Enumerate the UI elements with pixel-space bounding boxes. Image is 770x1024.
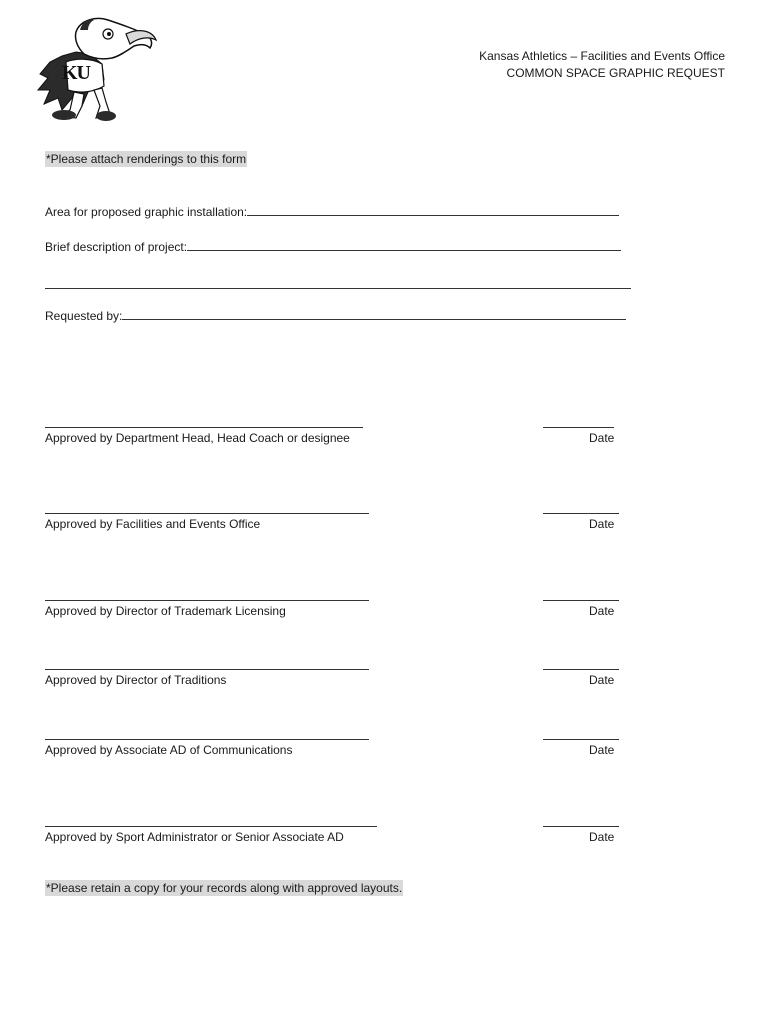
attach-note-text: *Please attach renderings to this form <box>46 152 247 166</box>
date-label: Date <box>589 830 615 844</box>
date-line[interactable] <box>543 826 619 827</box>
retain-note <box>45 881 403 895</box>
header-office: Kansas Athletics – Facilities and Events Office <box>479 49 725 63</box>
jayhawk-logo-icon <box>36 14 158 124</box>
approval-label: Approved by Director of Trademark Licensing <box>45 604 286 618</box>
description-input-line[interactable] <box>187 240 621 251</box>
description-field[interactable] <box>45 240 621 254</box>
area-label: Area for proposed graphic installation: <box>45 205 248 219</box>
signature-line[interactable] <box>45 826 377 827</box>
requested-by-field[interactable] <box>45 309 626 323</box>
date-label: Date <box>589 673 615 687</box>
area-input-line[interactable] <box>247 205 619 216</box>
date-label: Date <box>589 431 615 445</box>
approval-label: Approved by Sport Administrator or Senior Associate AD <box>45 830 344 844</box>
date-label: Date <box>589 604 615 618</box>
approval-label: Approved by Department Head, Head Coach or designee <box>45 431 350 445</box>
date-line[interactable] <box>543 739 619 740</box>
date-label: Date <box>589 743 615 757</box>
attach-note <box>45 152 247 166</box>
document-header <box>479 48 725 82</box>
date-label: Date <box>589 517 615 531</box>
requested-by-input-line[interactable] <box>122 309 626 320</box>
date-line[interactable] <box>543 513 619 514</box>
signature-line[interactable] <box>45 739 369 740</box>
area-field[interactable] <box>45 205 619 219</box>
date-line[interactable] <box>543 600 619 601</box>
approval-label: Approved by Associate AD of Communications <box>45 743 293 757</box>
date-line[interactable] <box>543 427 614 428</box>
description-label: Brief description of project: <box>45 240 188 254</box>
signature-line[interactable] <box>45 669 369 670</box>
ku-logo-text: KU <box>62 62 90 84</box>
signature-line[interactable] <box>45 427 363 428</box>
description-input-line-2[interactable] <box>45 288 631 289</box>
requested-by-label: Requested by: <box>45 309 123 323</box>
retain-note-text: *Please retain a copy for your records along with approved layouts. <box>46 881 403 895</box>
signature-line[interactable] <box>45 600 369 601</box>
approval-label: Approved by Facilities and Events Office <box>45 517 261 531</box>
date-line[interactable] <box>543 669 619 670</box>
approval-label: Approved by Director of Traditions <box>45 673 227 687</box>
header-form-title: COMMON SPACE GRAPHIC REQUEST <box>506 66 725 80</box>
signature-line[interactable] <box>45 513 369 514</box>
